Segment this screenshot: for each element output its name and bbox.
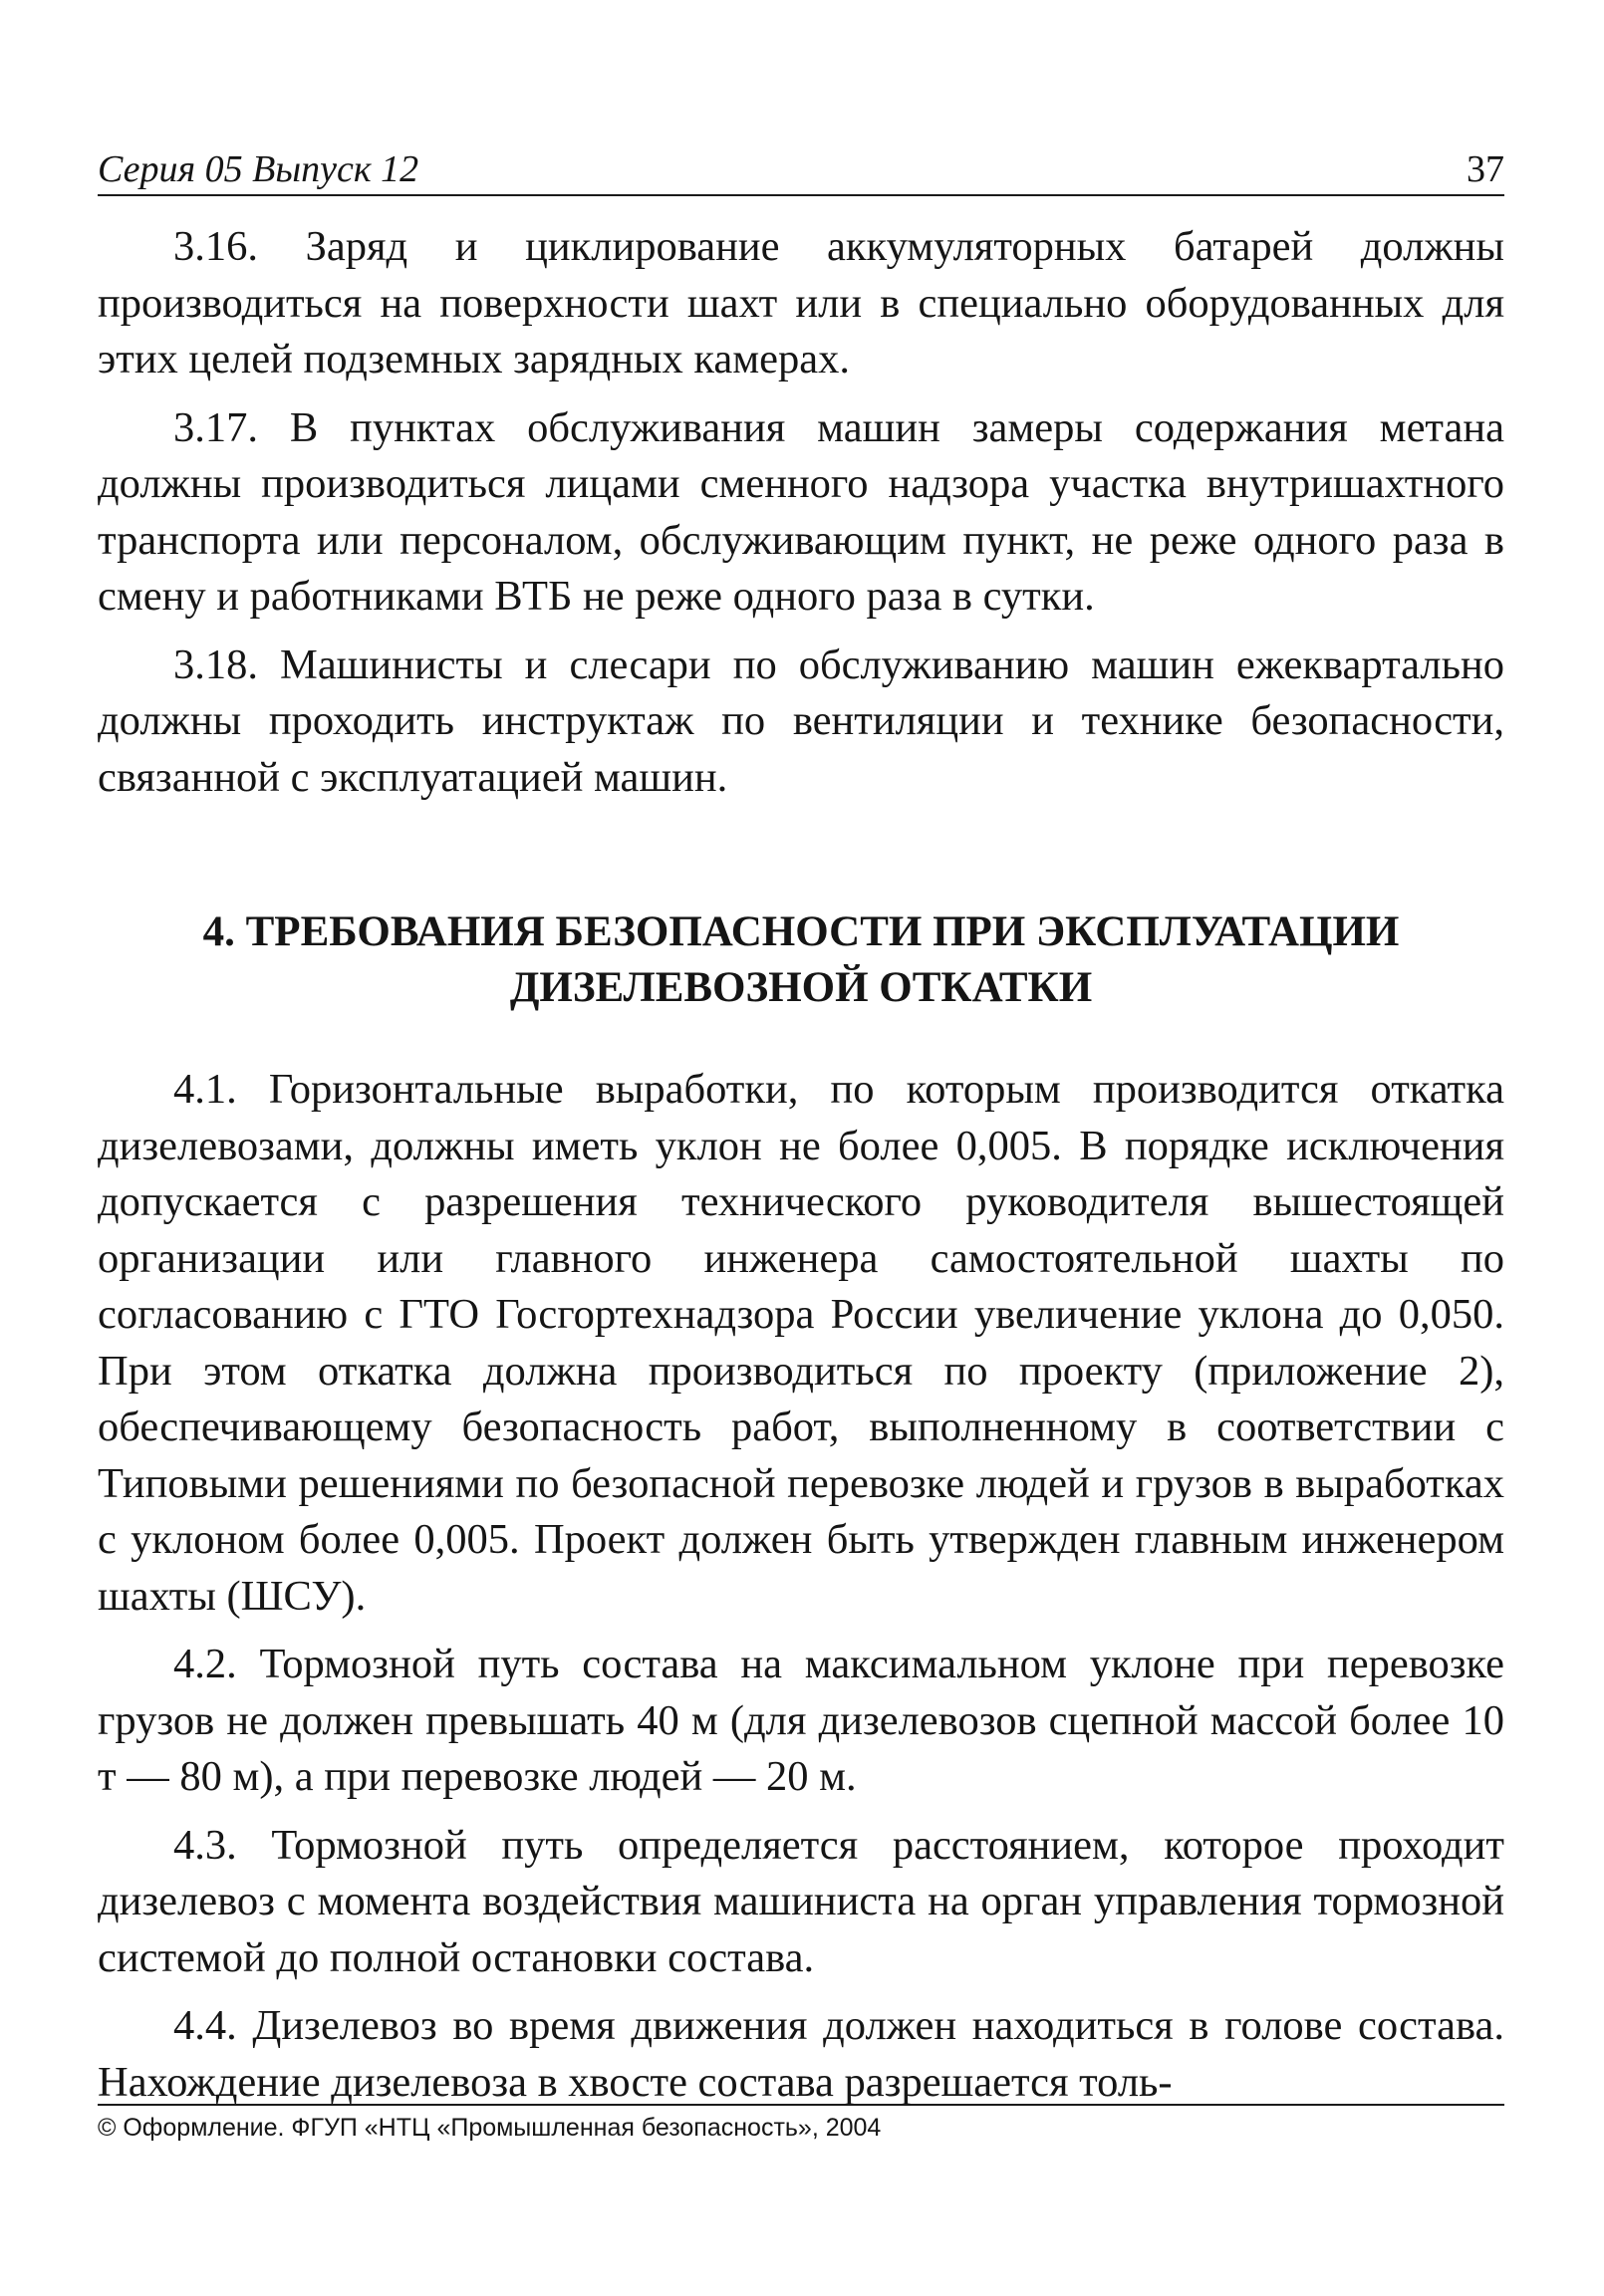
running-header (98, 144, 1504, 196)
page-footer (98, 2104, 1504, 2144)
page-number: 37 (1467, 148, 1504, 190)
paragraph-4-2: 4.2. Тормозной путь состава на максимальном уклоне при перевозке грузов не должен превышать 40 м (для дизелевозов сцепной массой более 10 т — 80 м), а при перевозке людей — 20 м. (98, 1641, 1504, 1800)
paragraph-4-1: 4.1. Горизонтальные выработки, по которым производится откатка дизелевозами, должны иметь уклон не более 0,005. В порядке исключения допускается с разрешения технического руководителя вышестоящей организации или главного инженера самостоятельной шахты по согласованию с ГТО Госгортехнадзора России увеличение уклона до 0,050. При этом откатка должна производиться по проекту (приложение 2), обеспечивающему безопасность работ, выполненному в соответствии с Типовыми решениями по безопасной перевозке людей и грузов в выработках с уклоном более 0,005. Проект должен быть утвержден главным инженером шахты (ШСУ). (98, 1066, 1504, 1620)
paragraph-3-16: 3.16. Заряд и циклирование аккумуляторных батарей должны производиться на поверхности шахт или в специально оборудованных для этих целей подземных зарядных камерах. (98, 223, 1504, 383)
section-heading-line-2: ДИЗЕЛЕВОЗНОЙ ОТКАТКИ (509, 964, 1093, 1011)
copyright-notice: © Оформление. ФГУП «НТЦ «Промышленная безопасность», 2004 (98, 2114, 882, 2142)
paragraph-4-3: 4.3. Тормозной путь определяется расстоянием, которое проходит дизелевоз с момента воздействия машиниста на орган управления тормозной системой до полной остановки состава. (98, 1821, 1504, 1981)
body-text (98, 219, 1504, 2111)
paragraph-4-4: 4.4. Дизелевоз во время движения должен находиться в голове состава. Нахождение дизелевоза в хвосте состава разрешается толь- (98, 2002, 1504, 2106)
series-label: Серия 05 Выпуск 12 (98, 148, 419, 190)
section-heading-line-1: 4. ТРЕБОВАНИЯ БЕЗОПАСНОСТИ ПРИ ЭКСПЛУАТАЦИИ (202, 908, 1400, 955)
section-heading (98, 904, 1504, 1016)
paragraph-3-18: 3.18. Машинисты и слесари по обслуживанию машин ежеквартально должны проходить инструктаж по вентиляции и технике безопасности, связанной с эксплуатацией машин. (98, 640, 1504, 801)
paragraph-3-17: 3.17. В пунктах обслуживания машин замеры содержания метана должны производиться лицами сменного надзора участка внутришахтного транспорта или персоналом, обслуживающим пункт, не реже одного раза в смену и работниками ВТБ не реже одного раза в сутки. (98, 403, 1504, 620)
